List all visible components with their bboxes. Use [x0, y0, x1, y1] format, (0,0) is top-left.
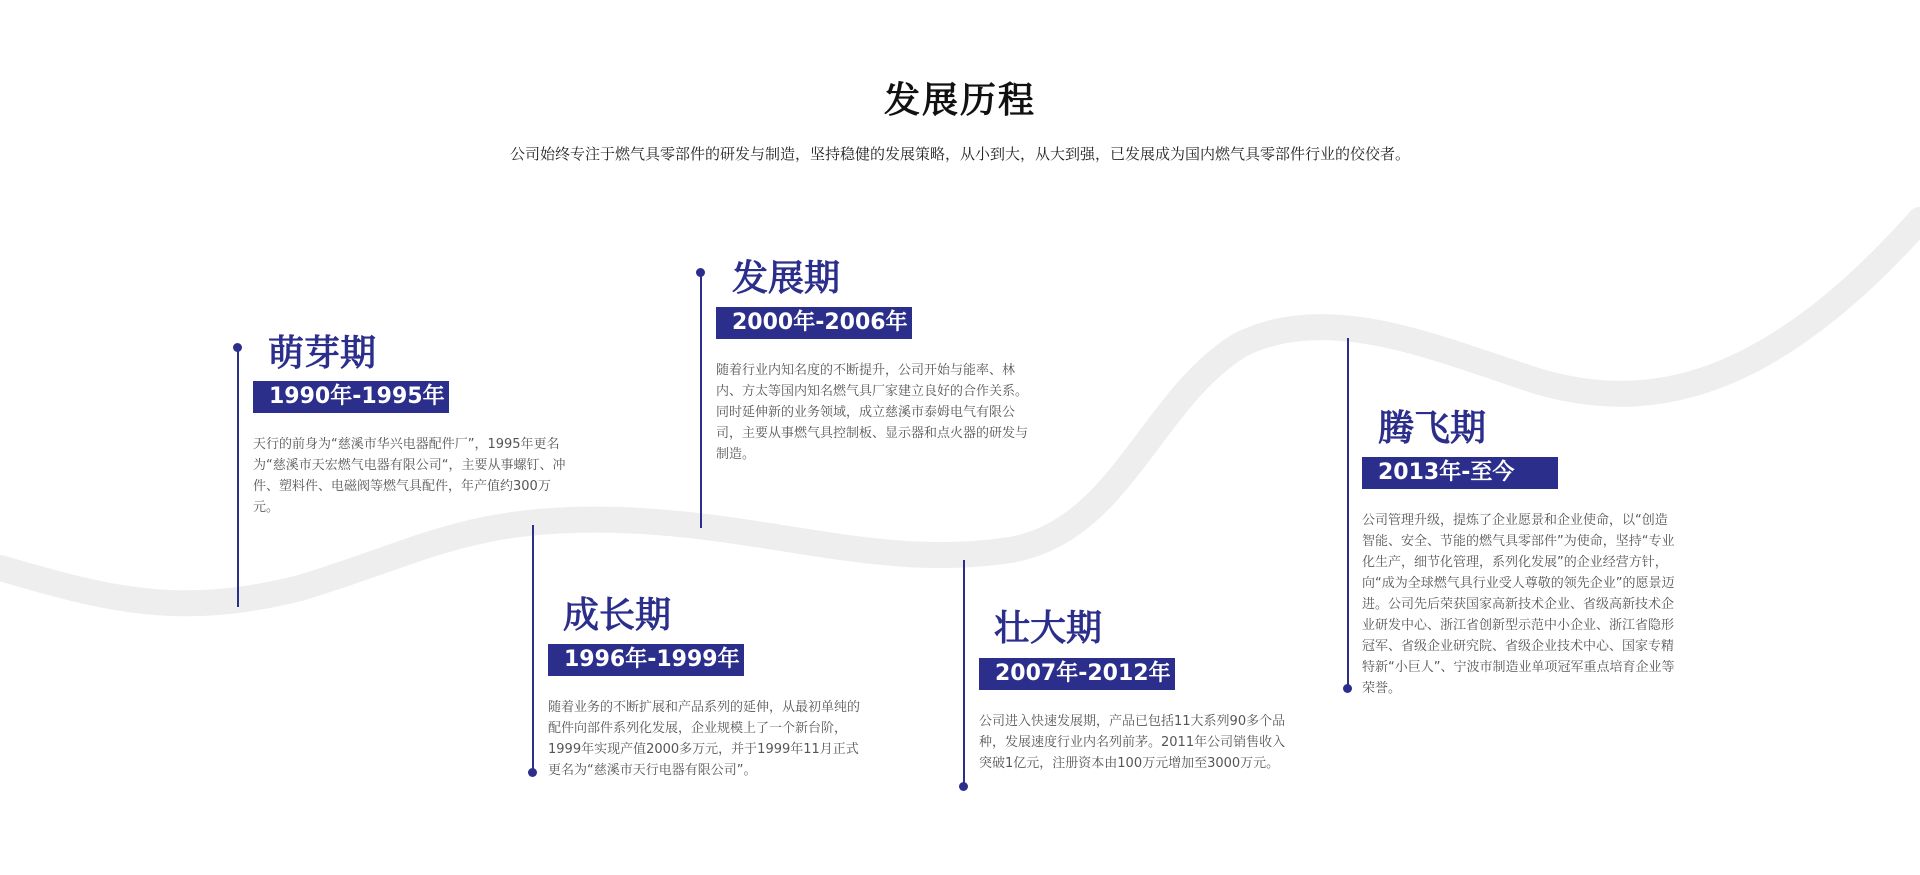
stage-2-name: 成长期 [563, 595, 672, 636]
stage-2-years: 1996年-1999年 [548, 644, 744, 676]
stage-5-years: 2013年-至今 [1362, 457, 1558, 489]
stage-1-line [237, 349, 239, 607]
stage-1-desc: 天行的前身为“慈溪市华兴电器配件厂”，1995年更名为“慈溪市天宏燃气电器有限公司“，主要从事螺钉、冲件、塑料件、电磁阀等燃气具配件，年产值约300万元。 [253, 437, 566, 515]
stage-1-name: 萌芽期 [268, 333, 377, 374]
stage-4-dot [959, 782, 968, 791]
stage-4-line [963, 560, 965, 786]
stage-3-name: 发展期 [732, 258, 841, 299]
stage-3-dot [696, 268, 705, 277]
page-subtitle: 公司始终专注于燃气具零部件的研发与制造，坚持稳健的发展策略，从小到大，从大到强，已发展成为国内燃气具零部件行业的佼佼者。 [509, 145, 1410, 163]
stage-3-desc: 随着行业内知名度的不断提升，公司开始与能率、林内、方太等国内知名燃气具厂家建立良好的合作关系。同时延伸新的业务领域，成立慈溪市泰姆电气有限公司，主要从事燃气具控制板、显示器和点火器的研发与制造。 [716, 363, 1029, 462]
stage-5-desc: 公司管理升级，提炼了企业愿景和企业使命，以“创造智能、安全、节能的燃气具零部件”为使命，坚持“专业化生产，细节化管理，系列化发展”的企业经营方针，向“成为全球燃气具行业受人尊敬的领先企业”的愿景迈进。公司先后荣获国家高新技术企业、省级高新技术企业研发中心、浙江省创新型示范中小企业、浙江省隐形冠军、省级企业研究院、省级企业技术中心、国家专精特新“小巨人”、宁波市制造业单项冠军重点培育企业等荣誉。 [1362, 513, 1675, 696]
stage-1-years: 1990年-1995年 [253, 381, 449, 413]
stage-3-years: 2000年-2006年 [716, 307, 912, 339]
stage-2-desc: 随着业务的不断扩展和产品系列的延伸，从最初单纯的配件向部件系列化发展，企业规模上了一个新台阶，1999年实现产值2000多万元，并于1999年11月正式更名为“慈溪市天行电器有限公司”。 [548, 700, 861, 778]
stage-1-dot [233, 343, 242, 352]
stage-5-line [1347, 338, 1349, 690]
page-title: 发展历程 [883, 80, 1036, 121]
stage-4-years: 2007年-2012年 [979, 658, 1175, 690]
stage-2-line [532, 525, 534, 773]
stage-2-dot [528, 768, 537, 777]
stage-4-name: 壮大期 [994, 608, 1103, 649]
stage-3-line [700, 276, 702, 528]
stage-5-name: 腾飞期 [1378, 408, 1487, 449]
stage-5-dot [1343, 684, 1352, 693]
stage-4-desc: 公司进入快速发展期，产品已包括11大系列90多个品种，发展速度行业内名列前茅。2011年公司销售收入突破1亿元，注册资本由100万元增加至3000万元。 [979, 714, 1286, 771]
